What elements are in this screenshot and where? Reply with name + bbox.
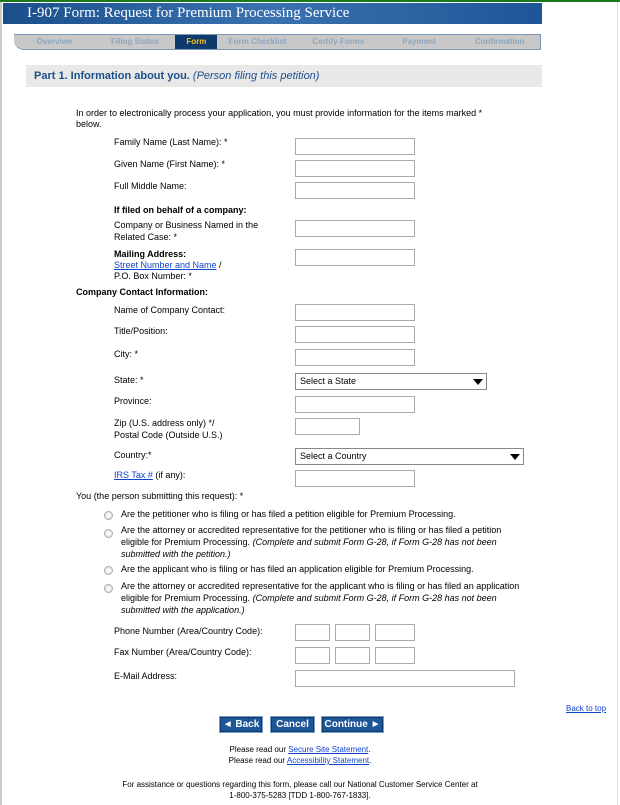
- right-border: [617, 2, 618, 805]
- mailing-separator: /: [216, 260, 222, 270]
- province-input[interactable]: [295, 396, 415, 413]
- top-border: [0, 0, 620, 2]
- fax-area-input[interactable]: [295, 647, 330, 664]
- company-heading: If filed on behalf of a company:: [114, 205, 247, 215]
- section-header: [26, 65, 542, 87]
- irs-tax-link[interactable]: IRS Tax #: [114, 470, 153, 480]
- page-banner: I-907 Form: Request for Premium Processing Service: [3, 3, 542, 24]
- submitter-radio-applicant[interactable]: [104, 566, 113, 575]
- irs-suffix: (if any):: [152, 470, 186, 480]
- zip-input[interactable]: [295, 418, 360, 435]
- contact-name-input[interactable]: [295, 304, 415, 321]
- title-label: Title/Position:: [114, 326, 168, 336]
- country-label: Country:*: [114, 450, 152, 460]
- intro-text: In order to electronically process your application, you must provide information for the items marked * below.: [76, 108, 483, 129]
- tab-certify-forms[interactable]: Certify Forms: [312, 37, 365, 46]
- section-subtitle: (Person filing this petition): [192, 70, 320, 82]
- middle-name-label: Full Middle Name:: [114, 181, 187, 191]
- secure-statement-line: Please read our Secure Site Statement.: [229, 745, 371, 754]
- back-button[interactable]: ◄ Back: [220, 717, 262, 732]
- country-value: Select a Country: [300, 451, 367, 461]
- accessibility-statement-line: Please read our Accessibility Statement.: [228, 756, 372, 765]
- chevron-down-icon: [510, 454, 520, 460]
- province-label: Province:: [114, 396, 152, 406]
- tab-form[interactable]: Form: [175, 35, 217, 49]
- progress-tabs: [14, 34, 541, 50]
- tab-overview[interactable]: Overview: [36, 37, 73, 46]
- submitter-option-text: Are the attorney or accredited representative for the applicant who is filing or has filed an application eligible for Premium Processing. (Complete and submit Form G-28, if Form G-28 has not been submitted with the application.): [121, 581, 520, 615]
- continue-button[interactable]: Continue ►: [322, 717, 383, 732]
- company-label: Company or Business Named in the Related Case: *: [114, 220, 259, 242]
- family-name-input[interactable]: [295, 138, 415, 155]
- mailing-address-input[interactable]: [295, 249, 415, 266]
- submitter-radio-petitioner-attorney[interactable]: [104, 529, 113, 538]
- phone-prefix-input[interactable]: [335, 624, 370, 641]
- back-to-top-link[interactable]: Back to top: [566, 704, 607, 713]
- submitter-radio-applicant-attorney[interactable]: [104, 584, 113, 593]
- secure-site-link[interactable]: Secure Site Statement: [288, 745, 369, 754]
- left-border: [0, 2, 2, 805]
- country-select[interactable]: [295, 448, 524, 465]
- street-link[interactable]: Street Number and Name: [114, 260, 217, 270]
- irs-tax-input[interactable]: [295, 470, 415, 487]
- mailing-heading: Mailing Address:: [114, 249, 187, 259]
- submitter-label: You (the person submitting this request): *: [76, 491, 244, 501]
- section-title: Part 1. Information about you.: [34, 70, 190, 82]
- postal-label: Postal Code (Outside U.S.): [114, 430, 223, 440]
- assistance-phone: 1-800-375-5283 [TDD 1-800-767-1833].: [229, 791, 371, 800]
- email-input[interactable]: [295, 670, 515, 687]
- pobox-label: P.O. Box Number: *: [114, 271, 192, 281]
- fax-label: Fax Number (Area/Country Code):: [114, 647, 252, 657]
- state-value: Select a State: [300, 376, 357, 386]
- contact-name-label: Name of Company Contact:: [114, 305, 226, 315]
- submitter-option-text: Are the applicant who is filing or has filed an application eligible for Premium Processing.: [121, 564, 474, 574]
- middle-name-input[interactable]: [295, 182, 415, 199]
- fax-prefix-input[interactable]: [335, 647, 370, 664]
- tab-confirmation[interactable]: Confirmation: [474, 37, 525, 46]
- accessibility-link[interactable]: Accessibility Statement: [286, 756, 370, 765]
- cancel-button[interactable]: Cancel: [271, 717, 314, 732]
- given-name-label: Given Name (First Name): *: [114, 159, 226, 169]
- title-input[interactable]: [295, 326, 415, 343]
- city-label: City: *: [114, 349, 139, 359]
- state-label: State: *: [114, 375, 144, 385]
- assistance-text: For assistance or questions regarding this form, please call our National Customer Service Center at: [122, 780, 478, 789]
- submitter-option-text: Are the petitioner who is filing or has filed a petition eligible for Premium Processing.: [121, 509, 456, 519]
- tab-filing-status[interactable]: Filing Status: [111, 37, 159, 46]
- phone-area-input[interactable]: [295, 624, 330, 641]
- fax-number-input[interactable]: [375, 647, 415, 664]
- chevron-down-icon: [473, 379, 483, 385]
- phone-number-input[interactable]: [375, 624, 415, 641]
- family-name-label: Family Name (Last Name): *: [114, 137, 228, 147]
- submitter-radio-petitioner[interactable]: [104, 511, 113, 520]
- contact-heading: Company Contact Information:: [76, 287, 208, 297]
- tab-payment[interactable]: Payment: [402, 37, 436, 46]
- tab-form-checklist[interactable]: Form Checklist: [228, 37, 287, 46]
- given-name-input[interactable]: [295, 160, 415, 177]
- email-label: E-Mail Address:: [114, 671, 178, 681]
- zip-label: Zip (U.S. address only) */: [114, 418, 215, 428]
- phone-label: Phone Number (Area/Country Code):: [114, 626, 263, 636]
- submitter-option-text: Are the attorney or accredited representative for the petitioner who is filing or has filed a petition eligible for Premium Processing. (Complete and submit Form G-28, if Form G-28 has not been submitted with the petition.): [121, 525, 502, 559]
- company-input[interactable]: [295, 220, 415, 237]
- city-input[interactable]: [295, 349, 415, 366]
- state-select[interactable]: [295, 373, 487, 390]
